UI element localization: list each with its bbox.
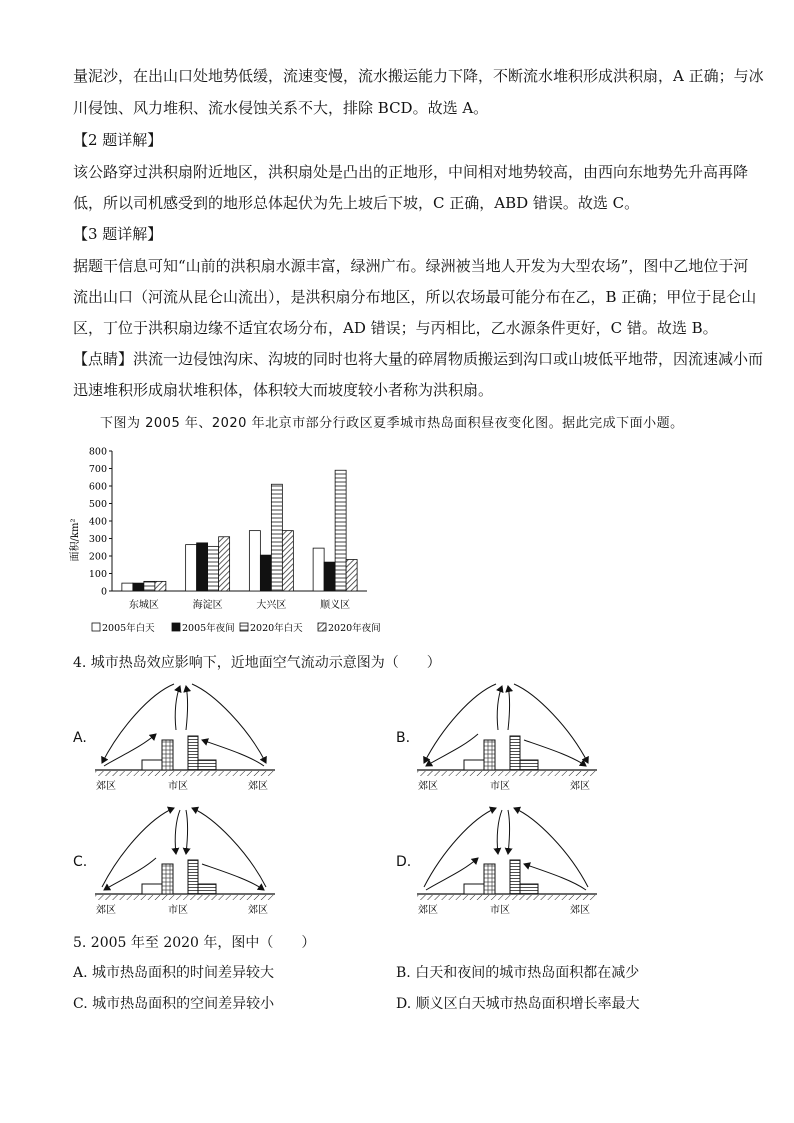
q4-option-d-label[interactable]: D. bbox=[396, 854, 412, 870]
rising-air-left bbox=[175, 686, 180, 730]
q4-diagram-c[interactable] bbox=[90, 802, 280, 916]
upper-flow-right bbox=[514, 808, 588, 887]
bar-3-0 bbox=[313, 548, 324, 591]
x-category-label: 东城区 bbox=[128, 600, 159, 611]
y-tick-label: 200 bbox=[88, 551, 107, 563]
rising-air-right bbox=[508, 686, 510, 730]
bar-2-1 bbox=[260, 555, 271, 591]
bar-0-2 bbox=[144, 581, 155, 591]
bar-2-2 bbox=[271, 484, 282, 591]
bar-1-3 bbox=[219, 537, 230, 591]
bar-0-1 bbox=[133, 583, 144, 591]
sinking-air-right bbox=[508, 810, 510, 854]
legend-swatch-0 bbox=[92, 623, 100, 631]
label-city: 市区 bbox=[168, 905, 188, 916]
building-tall-left bbox=[162, 740, 173, 770]
legend-label-0: 2005年白天 bbox=[102, 623, 155, 634]
y-tick-label: 600 bbox=[88, 481, 107, 493]
y-axis-label: 面积/km² bbox=[70, 518, 81, 562]
building-low-right bbox=[520, 760, 538, 770]
bar-2-0 bbox=[249, 531, 260, 591]
q4-option-a-label[interactable]: A. bbox=[73, 730, 87, 746]
upper-flow-right bbox=[514, 684, 588, 763]
sinking-air-left bbox=[175, 810, 180, 854]
bar-3-2 bbox=[335, 470, 346, 591]
legend-label-3: 2020年夜间 bbox=[328, 623, 381, 634]
label-city: 市区 bbox=[168, 781, 188, 792]
legend-swatch-2 bbox=[240, 623, 248, 631]
label-suburb-right: 郊区 bbox=[570, 905, 590, 916]
building-low-right bbox=[198, 884, 216, 894]
q4-diagram-d[interactable] bbox=[412, 802, 602, 916]
text-line-5: 低，所以司机感受到的地形总体起伏为先上坡后下坡，C 正确，ABD 错误。故选 C。 bbox=[73, 194, 640, 212]
figure-caption: 下图为 2005 年、2020 年北京市部分行政区夏季城市热岛面积昼夜变化图。据此完成下面小题。 bbox=[100, 416, 684, 431]
building-low-left bbox=[464, 760, 484, 770]
label-city: 市区 bbox=[490, 905, 510, 916]
q5-option-d[interactable]: D. 顺义区白天城市热岛面积增长率最大 bbox=[396, 996, 640, 1012]
section-heading-q2: 【2 题详解】 bbox=[73, 131, 163, 149]
bar-2-3 bbox=[282, 531, 293, 591]
label-suburb-left: 郊区 bbox=[96, 905, 116, 916]
label-city: 市区 bbox=[490, 781, 510, 792]
building-low-left bbox=[142, 760, 162, 770]
question-4-stem: 4. 城市热岛效应影响下，近地面空气流动示意图为（ ） bbox=[73, 655, 441, 671]
bar-1-1 bbox=[197, 543, 208, 591]
legend-swatch-3 bbox=[318, 623, 326, 631]
legend-swatch-1 bbox=[172, 623, 180, 631]
ground-hatch bbox=[417, 895, 597, 900]
label-suburb-right: 郊区 bbox=[248, 905, 268, 916]
building-tall-right bbox=[188, 860, 198, 894]
q4-diagram-a[interactable] bbox=[90, 678, 280, 792]
building-tall-left bbox=[484, 740, 495, 770]
q5-option-a[interactable]: A. 城市热岛面积的时间差异较大 bbox=[73, 965, 275, 981]
bar-1-0 bbox=[186, 545, 197, 591]
building-tall-right bbox=[510, 736, 520, 770]
bar-3-3 bbox=[346, 560, 357, 592]
x-category-label: 海淀区 bbox=[192, 600, 223, 611]
q4-diagram-b[interactable] bbox=[412, 678, 602, 792]
y-tick-label: 700 bbox=[88, 464, 107, 475]
bar-3-1 bbox=[324, 562, 335, 591]
y-tick-label: 500 bbox=[88, 499, 107, 510]
legend-label-2: 2020年白天 bbox=[250, 623, 303, 634]
q4-option-c-label[interactable]: C. bbox=[73, 854, 88, 870]
question-5-stem: 5. 2005 年至 2020 年，图中（ ） bbox=[73, 935, 316, 951]
upper-flow-right bbox=[192, 684, 266, 763]
text-line-7: 据题干信息可知“山前的洪积扇水源丰富，绿洲广布。绿洲被当地人开发为大型农场”，图中乙地位于河 bbox=[73, 257, 749, 275]
ground-hatch bbox=[417, 771, 597, 776]
text-line-9: 区，丁位于洪积扇边缘不适宜农场分布，AD 错误；与丙相比，乙水源条件更好，C 错。故选 B。 bbox=[73, 319, 718, 337]
building-tall-left bbox=[162, 864, 173, 894]
text-line-8: 流出山口（河流从昆仑山流出），是洪积扇分布地区，所以农场最可能分布在乙，B 正确；甲位于昆仑山 bbox=[73, 288, 757, 306]
label-suburb-right: 郊区 bbox=[570, 781, 590, 792]
text-line-4: 该公路穿过洪积扇附近地区，洪积扇处是凸出的正地形，中间相对地势较高，由西向东地势先升高再降 bbox=[73, 163, 749, 181]
bar-1-2 bbox=[208, 546, 219, 591]
legend-label-1: 2005年夜间 bbox=[182, 623, 235, 634]
tip-line-1: 【点睛】洪流一边侵蚀沟床、沟坡的同时也将大量的碎屑物质搬运到沟口或山坡低平地带，因流速减小而 bbox=[73, 350, 764, 368]
building-low-right bbox=[198, 760, 216, 770]
building-low-right bbox=[520, 884, 538, 894]
label-suburb-left: 郊区 bbox=[418, 905, 438, 916]
building-low-left bbox=[464, 884, 484, 894]
bar-0-3 bbox=[155, 581, 166, 591]
text-line-2: 川侵蚀、风力堆积、流水侵蚀关系不大，排除 BCD。故选 A。 bbox=[73, 99, 489, 117]
y-tick-label: 100 bbox=[88, 569, 107, 580]
y-tick-label: 400 bbox=[88, 516, 107, 528]
y-tick-label: 800 bbox=[88, 446, 107, 458]
ground-hatch bbox=[95, 895, 275, 900]
label-suburb-left: 郊区 bbox=[96, 781, 116, 792]
label-suburb-right: 郊区 bbox=[248, 781, 268, 792]
ground-hatch bbox=[95, 771, 275, 776]
q5-option-c[interactable]: C. 城市热岛面积的空间差异较小 bbox=[73, 996, 275, 1012]
x-category-label: 大兴区 bbox=[256, 600, 287, 611]
sinking-air-right bbox=[186, 810, 188, 854]
section-heading-q3: 【3 题详解】 bbox=[73, 225, 163, 243]
q5-option-b[interactable]: B. 白天和夜间的城市热岛面积都在减少 bbox=[396, 965, 640, 981]
x-category-label: 顺义区 bbox=[320, 600, 351, 611]
upper-flow-right bbox=[192, 808, 266, 887]
building-tall-left bbox=[484, 864, 495, 894]
building-low-left bbox=[142, 884, 162, 894]
text-line-1: 量泥沙，在出山口处地势低缓，流速变慢，流水搬运能力下降，不断流水堆积形成洪积扇，A 正确；与冰 bbox=[73, 67, 764, 85]
sinking-air-left bbox=[497, 810, 502, 854]
y-tick-label: 0 bbox=[100, 586, 107, 598]
y-tick-label: 300 bbox=[88, 534, 107, 545]
label-suburb-left: 郊区 bbox=[418, 781, 438, 792]
rising-air-right bbox=[186, 686, 188, 730]
q4-option-b-label[interactable]: B. bbox=[396, 730, 411, 746]
tip-line-2: 迅速堆积形成扇状堆积体，体积较大而坡度较小者称为洪积扇。 bbox=[73, 381, 494, 399]
heat-island-bar-chart bbox=[60, 440, 400, 640]
building-tall-right bbox=[188, 736, 198, 770]
rising-air-left bbox=[497, 686, 502, 730]
building-tall-right bbox=[510, 860, 520, 894]
bar-0-0 bbox=[122, 583, 133, 591]
